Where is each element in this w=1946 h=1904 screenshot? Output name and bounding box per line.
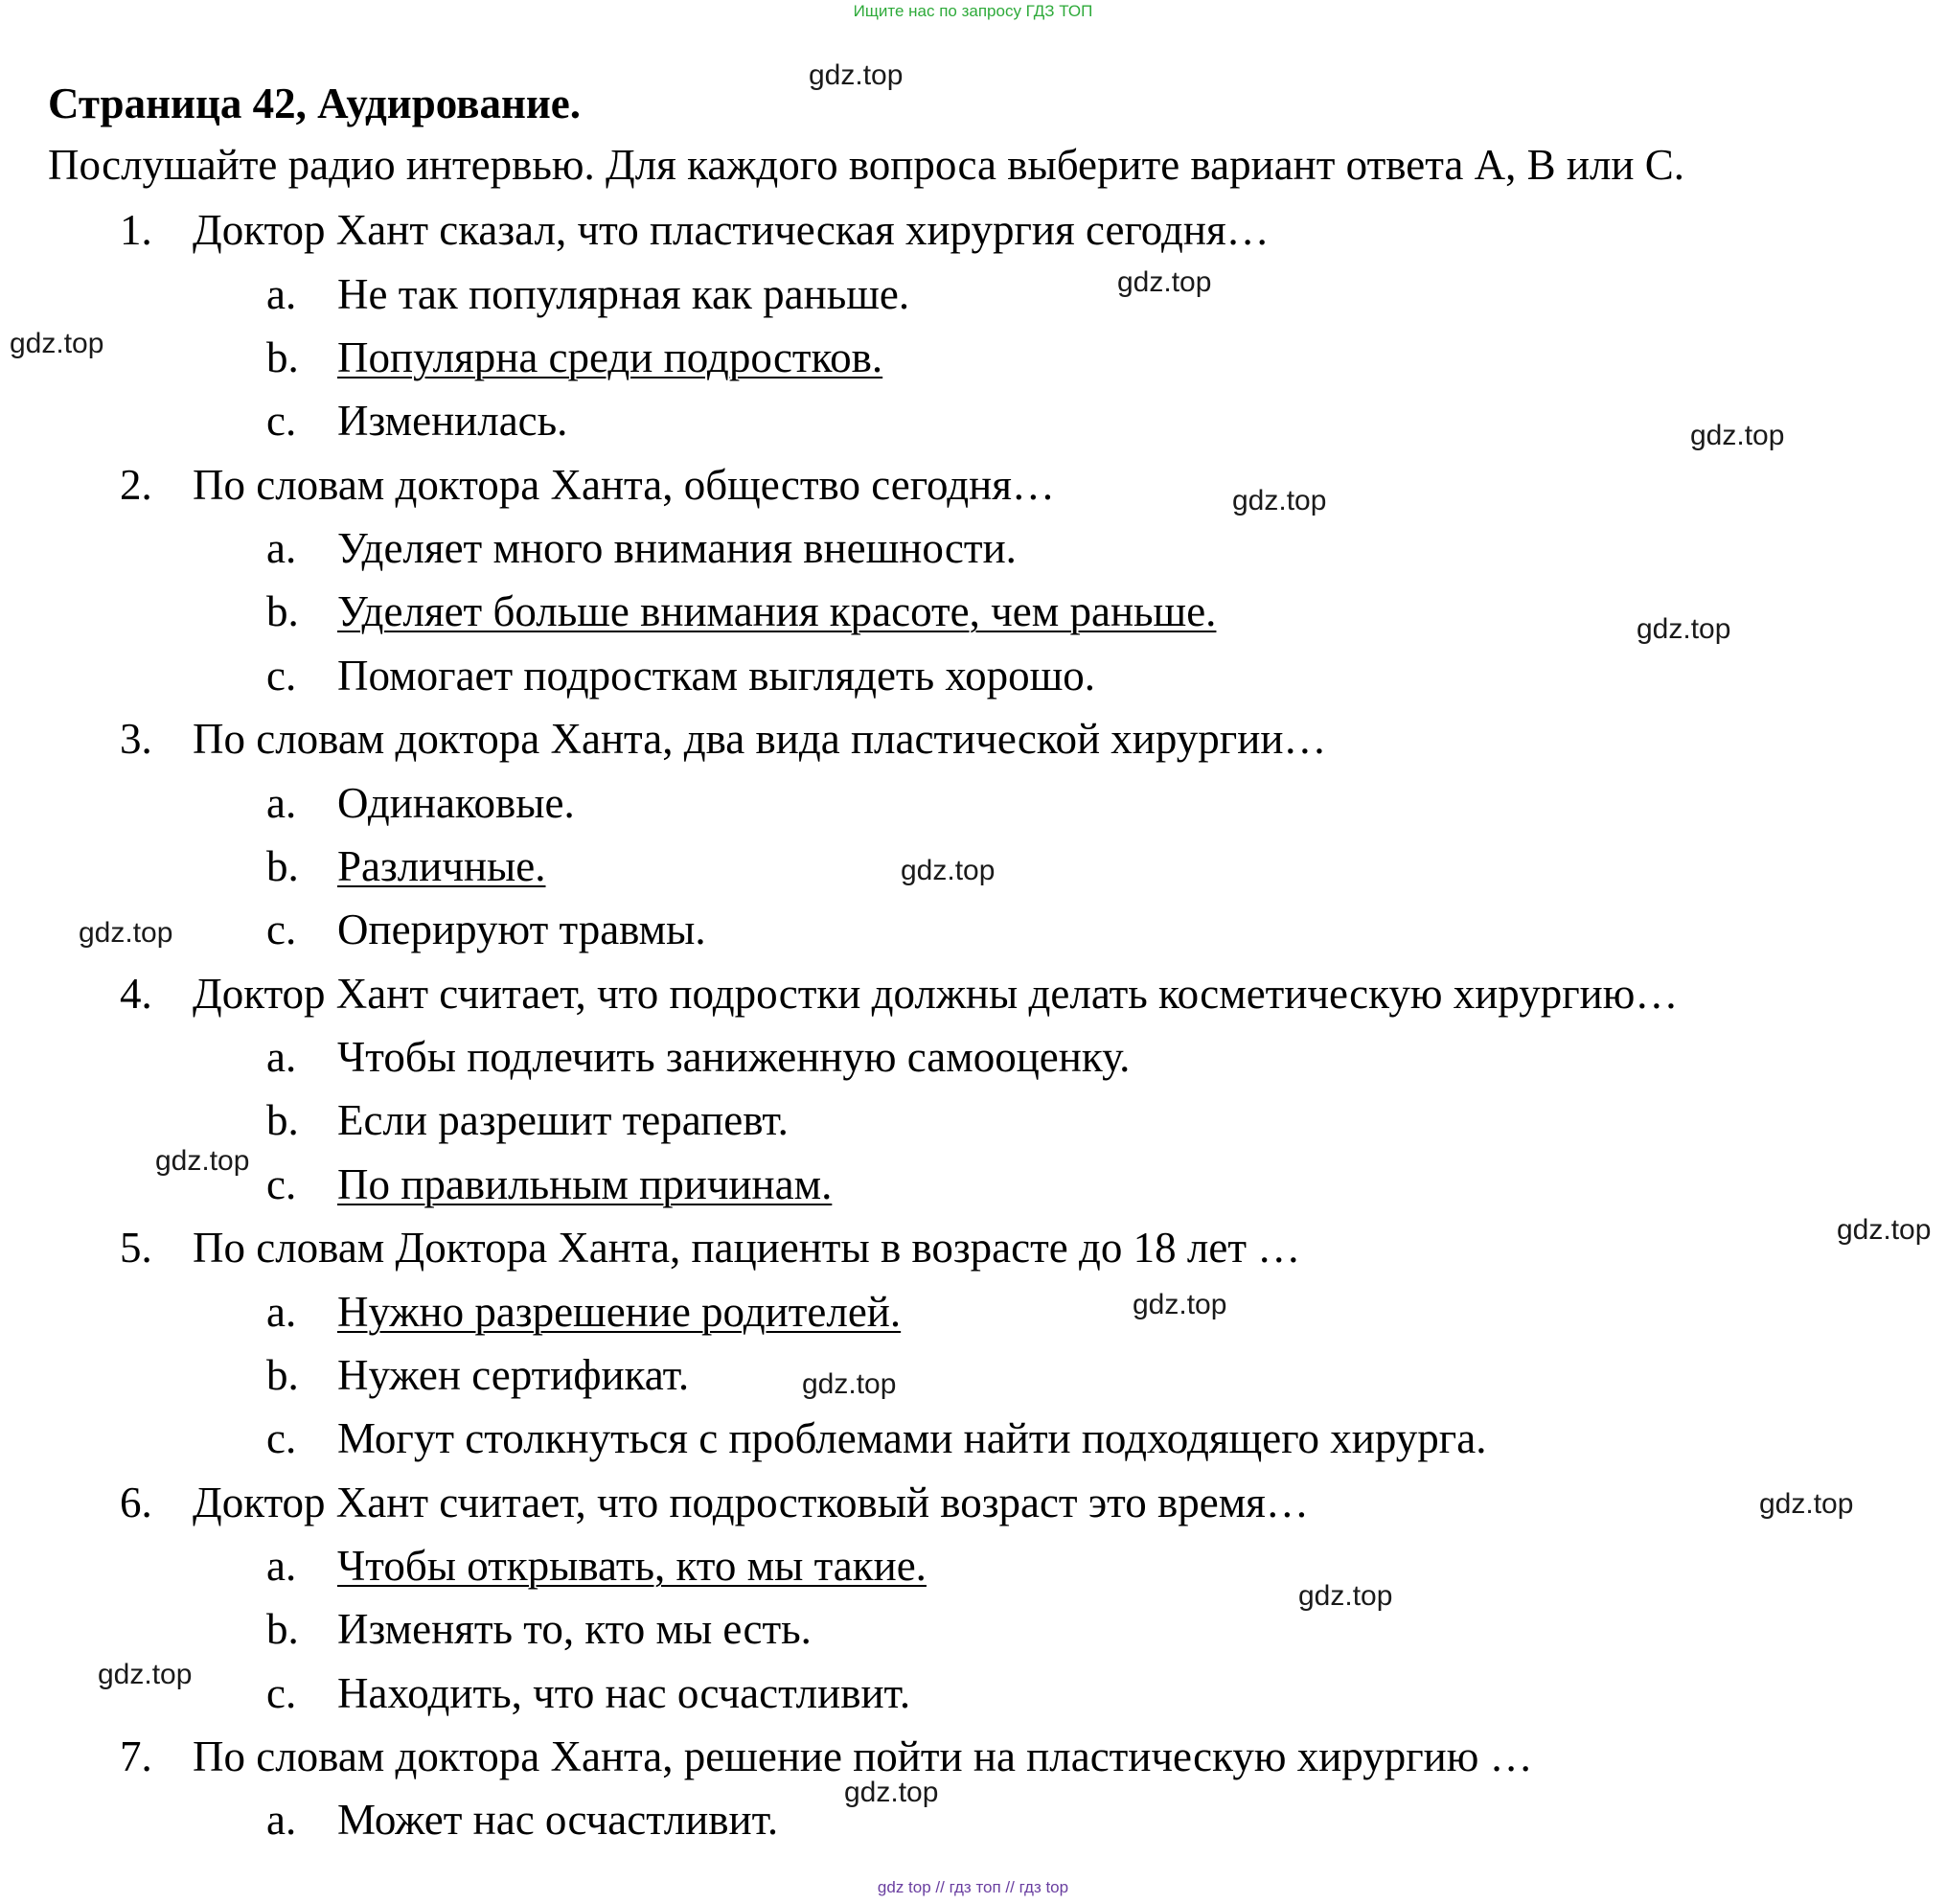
option-letter: a. bbox=[266, 1542, 297, 1590]
option-text: Уделяет много внимания внешности. bbox=[337, 524, 1017, 572]
question-text: Доктор Хант считает, что подростковый возраст это время… bbox=[193, 1479, 1309, 1526]
instruction-text: Послушайте радио интервью. Для каждого вопроса выберите вариант ответа A, B или C. bbox=[48, 141, 1685, 189]
question-number: 2. bbox=[120, 461, 152, 509]
watermark: gdz.top bbox=[1133, 1289, 1227, 1320]
question-number: 3. bbox=[120, 715, 152, 763]
watermark: gdz.top bbox=[1759, 1488, 1854, 1520]
option-text-selected: Уделяет больше внимания красоте, чем раньше. bbox=[337, 587, 1217, 635]
option-text: Нужен сертификат. bbox=[337, 1351, 690, 1399]
watermark: gdz.top bbox=[1232, 485, 1327, 516]
option-text: Могут столкнуться с проблемами найти подходящего хирурга. bbox=[337, 1414, 1487, 1462]
option-letter: a. bbox=[266, 270, 297, 318]
option-text: Оперируют травмы. bbox=[337, 906, 706, 953]
question-text: По словам доктора Ханта, решение пойти на пластическую хирургию … bbox=[193, 1732, 1533, 1780]
option-letter: c. bbox=[266, 1160, 297, 1208]
top-banner: Ищите нас по запросу ГДЗ ТОП bbox=[853, 2, 1093, 20]
option-letter: b. bbox=[266, 333, 299, 381]
option-text: Может нас осчастливит. bbox=[337, 1796, 779, 1844]
option-text: Не так популярная как раньше. bbox=[337, 270, 910, 318]
question-text: По словам доктора Ханта, два вида пластической хирургии… bbox=[193, 715, 1327, 763]
question-text: По словам Доктора Ханта, пациенты в возрасте до 18 лет … bbox=[193, 1224, 1301, 1272]
option-letter: c. bbox=[266, 652, 297, 700]
option-text-selected: Чтобы открывать, кто мы такие. bbox=[337, 1542, 927, 1590]
option-letter: a. bbox=[266, 779, 297, 827]
watermark: gdz.top bbox=[98, 1659, 193, 1690]
watermark: gdz.top bbox=[1637, 613, 1731, 645]
watermark: gdz.top bbox=[1837, 1214, 1932, 1246]
option-letter: a. bbox=[266, 1288, 297, 1336]
option-letter: b. bbox=[266, 842, 299, 890]
option-text-selected: Популярна среди подростков. bbox=[337, 333, 883, 381]
option-letter: b. bbox=[266, 1605, 299, 1653]
option-text: Если разрешит терапевт. bbox=[337, 1096, 789, 1144]
watermark: gdz.top bbox=[1117, 266, 1212, 298]
option-letter: c. bbox=[266, 906, 297, 953]
option-text-selected: Различные. bbox=[337, 842, 546, 890]
question-number: 1. bbox=[120, 206, 152, 254]
option-text: Чтобы подлечить заниженную самооценку. bbox=[337, 1033, 1131, 1081]
option-text-selected: По правильным причинам. bbox=[337, 1160, 833, 1208]
question-number: 5. bbox=[120, 1224, 152, 1272]
question-text: Доктор Хант считает, что подростки должны делать косметическую хирургию… bbox=[193, 970, 1679, 1018]
option-letter: a. bbox=[266, 1033, 297, 1081]
option-text: Изменилась. bbox=[337, 397, 568, 445]
option-letter: b. bbox=[266, 1351, 299, 1399]
footer-links[interactable]: gdz top // гдз топ // гдз top bbox=[877, 1878, 1069, 1896]
option-text: Одинаковые. bbox=[337, 779, 575, 827]
option-text: Изменять то, кто мы есть. bbox=[337, 1605, 812, 1653]
question-number: 7. bbox=[120, 1732, 152, 1780]
option-text: Помогает подросткам выглядеть хорошо. bbox=[337, 652, 1096, 700]
question-text: По словам доктора Ханта, общество сегодня… bbox=[193, 461, 1055, 509]
watermark: gdz.top bbox=[155, 1145, 250, 1177]
page-title: Страница 42, Аудирование. bbox=[48, 80, 582, 127]
option-letter: a. bbox=[266, 1796, 297, 1844]
option-letter: c. bbox=[266, 1414, 297, 1462]
option-letter: b. bbox=[266, 587, 299, 635]
option-letter: b. bbox=[266, 1096, 299, 1144]
option-letter: a. bbox=[266, 524, 297, 572]
watermark: gdz.top bbox=[802, 1368, 897, 1400]
question-number: 4. bbox=[120, 970, 152, 1018]
option-text: Находить, что нас осчастливит. bbox=[337, 1669, 911, 1717]
question-number: 6. bbox=[120, 1479, 152, 1526]
watermark: gdz.top bbox=[809, 59, 904, 91]
watermark: gdz.top bbox=[1690, 420, 1785, 451]
watermark: gdz.top bbox=[10, 328, 104, 359]
question-text: Доктор Хант сказал, что пластическая хирургия сегодня… bbox=[193, 206, 1270, 254]
watermark: gdz.top bbox=[844, 1777, 939, 1808]
option-letter: c. bbox=[266, 397, 297, 445]
watermark: gdz.top bbox=[79, 917, 173, 949]
option-letter: c. bbox=[266, 1669, 297, 1717]
watermark: gdz.top bbox=[1298, 1580, 1393, 1612]
option-text-selected: Нужно разрешение родителей. bbox=[337, 1288, 902, 1336]
watermark: gdz.top bbox=[901, 855, 996, 886]
